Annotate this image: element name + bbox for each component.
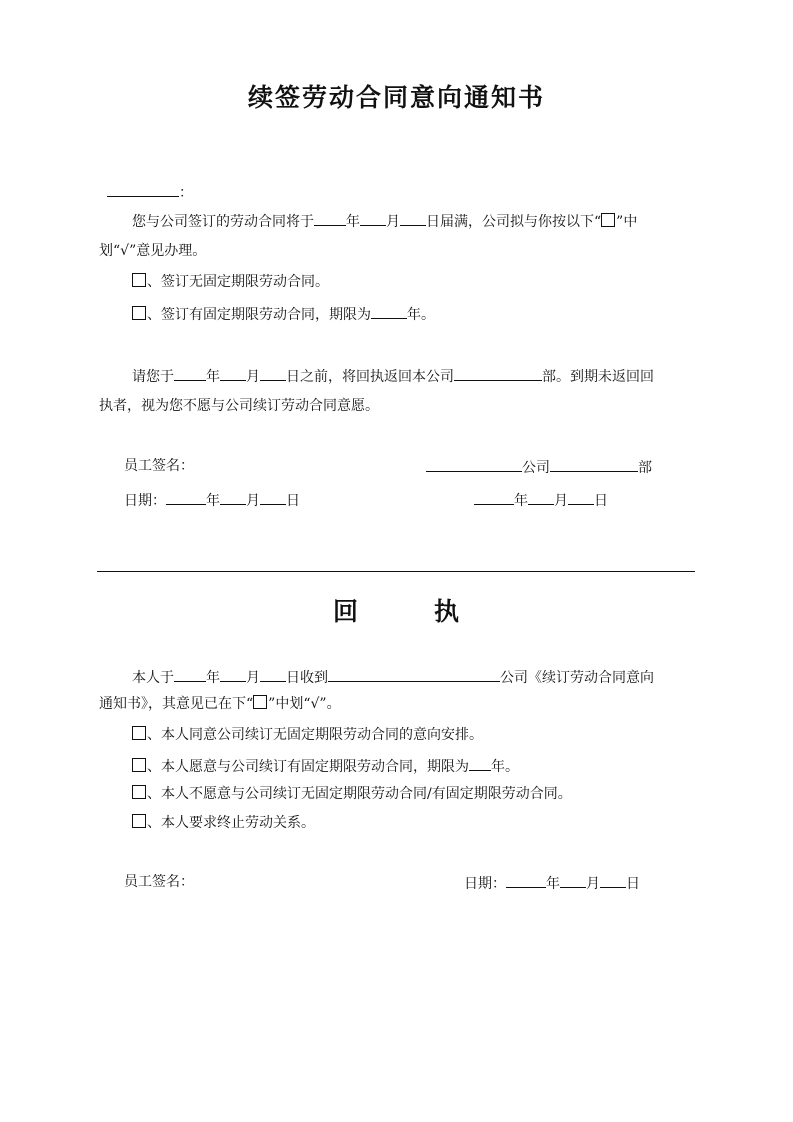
sign-month-blank[interactable] (220, 489, 246, 505)
notice-option-2: 、签订有固定期限劳动合同，期限为 年。 (132, 303, 435, 325)
receipt-date-line: 日期： 年 月 日 (464, 872, 640, 894)
receipt-option-2-checkbox[interactable] (132, 758, 146, 772)
return-month-blank[interactable] (220, 365, 246, 381)
expiry-year-blank[interactable] (314, 210, 346, 226)
receipt-day-blank[interactable] (260, 666, 286, 682)
receipt-title: 回 执 (333, 597, 460, 626)
company-day-blank[interactable] (568, 489, 594, 505)
receipt-month-blank[interactable] (220, 666, 246, 682)
notice-paragraph-1-cont: 划“√”意见办理。 (99, 243, 207, 259)
receipt-company-blank[interactable] (328, 666, 500, 682)
company-department-line: 公司 部 (426, 456, 652, 478)
sign-year-blank[interactable] (166, 489, 206, 505)
receipt-term-years-blank[interactable] (469, 755, 491, 771)
checkbox-symbol (253, 695, 267, 709)
addressee-line (107, 181, 193, 203)
notice-paragraph-2-cont: 执者，视为您不愿与公司续订劳动合同意愿。 (99, 398, 379, 414)
term-years-blank[interactable] (371, 303, 407, 319)
expiry-day-blank[interactable] (400, 210, 426, 226)
company-name-blank[interactable] (426, 456, 522, 472)
employee-date-line: 日期： 年 月 日 (124, 489, 300, 511)
expiry-month-blank[interactable] (360, 210, 386, 226)
section-divider (97, 571, 695, 572)
colon-text: ： (179, 185, 193, 201)
page-title: 续签劳动合同意向通知书 (247, 83, 545, 112)
receipt-sign-year-blank[interactable] (506, 872, 546, 888)
company-date-line: 年 月 日 (474, 489, 608, 511)
receipt-option-3: 、本人不愿意与公司续订无固定期限劳动合同/有固定期限劳动合同。 (132, 784, 572, 804)
company-month-blank[interactable] (528, 489, 554, 505)
receipt-sign-month-blank[interactable] (560, 872, 586, 888)
receipt-option-4: 、本人要求终止劳动关系。 (132, 813, 315, 833)
sign-day-blank[interactable] (260, 489, 286, 505)
receipt-option-3-checkbox[interactable] (132, 785, 146, 799)
notice-option-1: 、签订无固定期限劳动合同。 (132, 272, 329, 292)
checkbox-symbol (601, 213, 615, 227)
return-year-blank[interactable] (174, 365, 206, 381)
receipt-employee-signature-label: 员工签名： (124, 874, 194, 890)
notice-paragraph-1: 您与公司签订的劳动合同将于 年 月 日届满，公司拟与你按以下“ ”中 (132, 210, 637, 232)
receipt-option-2: 、本人愿意与公司续订有固定期限劳动合同，期限为 年。 (132, 755, 519, 777)
option-1-checkbox[interactable] (132, 273, 146, 287)
receipt-option-1-checkbox[interactable] (132, 726, 146, 740)
notice-paragraph-2: 请您于 年 月 日之前，将回执返回本公司 部。到期未返回回 (132, 365, 654, 387)
employee-signature-label: 员工签名： (124, 458, 194, 474)
company-year-blank[interactable] (474, 489, 514, 505)
receipt-year-blank[interactable] (174, 666, 206, 682)
return-day-blank[interactable] (260, 365, 286, 381)
department-name-blank[interactable] (550, 456, 638, 472)
option-2-checkbox[interactable] (132, 306, 146, 320)
receipt-paragraph-1-cont: 通知书》，其意见已在下“ ”中划“√”。 (99, 696, 341, 712)
receipt-option-1: 、本人同意公司续订无固定期限劳动合同的意向安排。 (132, 725, 483, 745)
receipt-option-4-checkbox[interactable] (132, 814, 146, 828)
addressee-blank[interactable] (107, 181, 179, 197)
receipt-paragraph-1: 本人于 年 月 日收到 公司《续订劳动合同意向 (132, 666, 654, 688)
receipt-sign-day-blank[interactable] (600, 872, 626, 888)
return-department-blank[interactable] (454, 365, 542, 381)
